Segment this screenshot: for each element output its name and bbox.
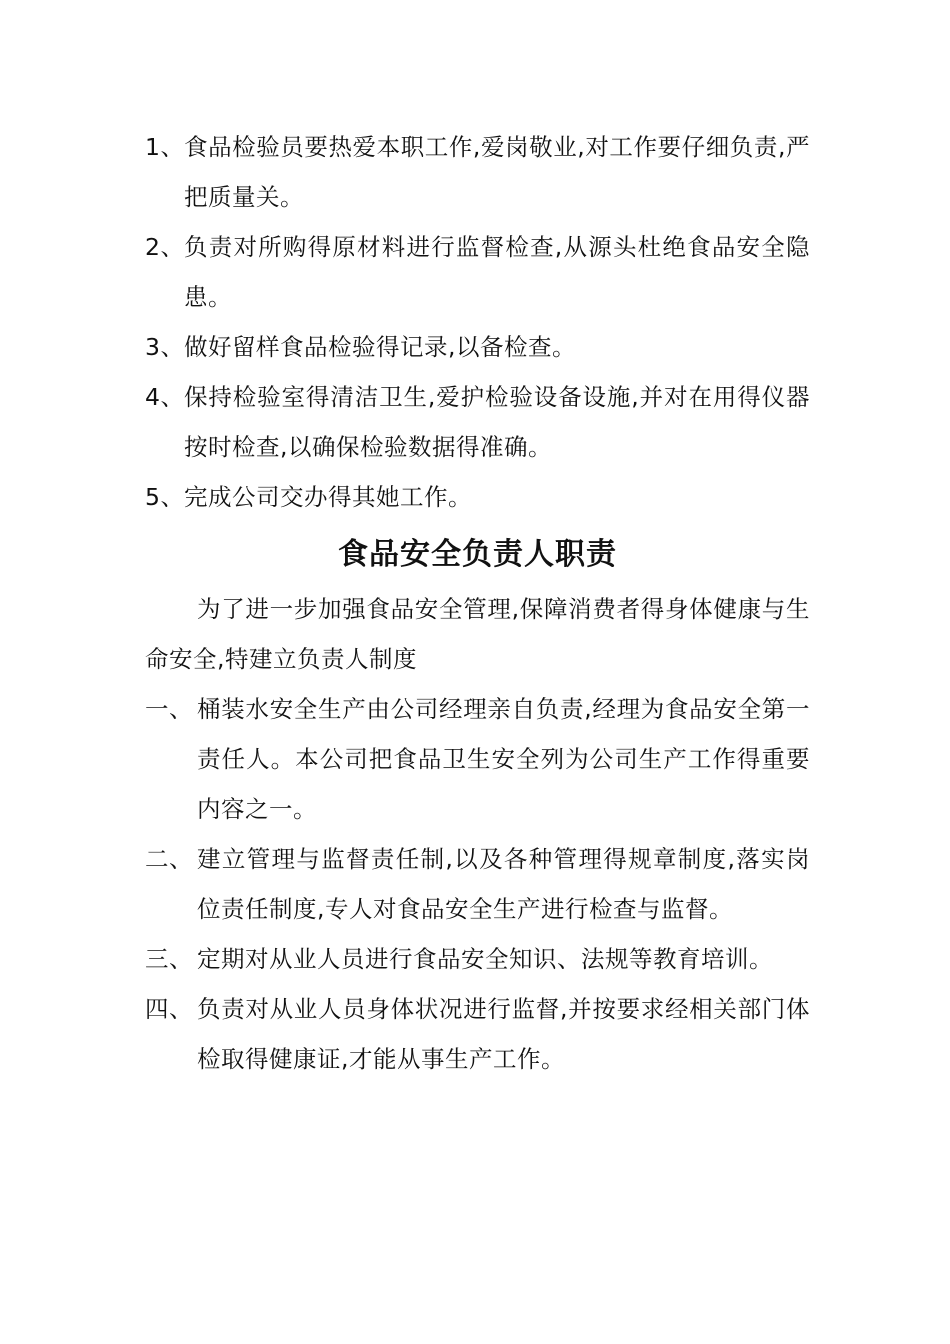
duty-item-1 [145, 122, 810, 222]
responsibility-text: 定期对从业人员进行食品安全知识、法规等教育培训。 [197, 945, 773, 973]
responsibility-text: 建立管理与监督责任制,以及各种管理得规章制度,落实岗位责任制度,专人对食品安全生产进行检查与监督。 [197, 845, 810, 923]
responsibility-number: 二、 [145, 845, 193, 873]
duty-text: 完成公司交办得其她工作。 [184, 483, 472, 511]
section-intro: 为了进一步加强食品安全管理,保障消费者得身体健康与生命安全,特建立负责人制度 [145, 595, 810, 673]
section-title: 食品安全负责人职责 [338, 537, 617, 572]
duty-number: 5、 [145, 483, 185, 511]
duty-text: 食品检验员要热爱本职工作,爱岗敬业,对工作要仔细负责,严把质量关。 [184, 133, 810, 211]
duty-text: 保持检验室得清洁卫生,爱护检验设备设施,并对在用得仪器按时检查,以确保检验数据得准确。 [184, 383, 810, 461]
responsibility-text: 负责对从业人员身体状况进行监督,并按要求经相关部门体检取得健康证,才能从事生产工作。 [197, 995, 810, 1073]
responsibility-item-4 [145, 984, 810, 1084]
responsibility-item-1 [145, 684, 810, 834]
duty-number: 1、 [145, 133, 185, 161]
duty-item-3 [145, 322, 810, 372]
responsibility-number: 四、 [145, 995, 193, 1023]
duty-text: 负责对所购得原材料进行监督检查,从源头杜绝食品安全隐患。 [184, 233, 810, 311]
duty-item-4 [145, 372, 810, 472]
duty-number: 3、 [145, 333, 185, 361]
duty-number: 2、 [145, 233, 185, 261]
duty-item-2 [145, 222, 810, 322]
responsibility-item-3 [145, 934, 810, 984]
duty-number: 4、 [145, 383, 185, 411]
responsibility-number: 三、 [145, 945, 193, 973]
responsibility-text: 桶装水安全生产由公司经理亲自负责,经理为食品安全第一责任人。本公司把食品卫生安全列为公司生产工作得重要内容之一。 [197, 695, 810, 823]
responsibility-item-2 [145, 834, 810, 934]
responsibility-number: 一、 [145, 695, 193, 723]
duty-text: 做好留样食品检验得记录,以备检查。 [184, 333, 576, 361]
duty-item-5 [145, 472, 810, 522]
document-page [145, 122, 810, 1084]
